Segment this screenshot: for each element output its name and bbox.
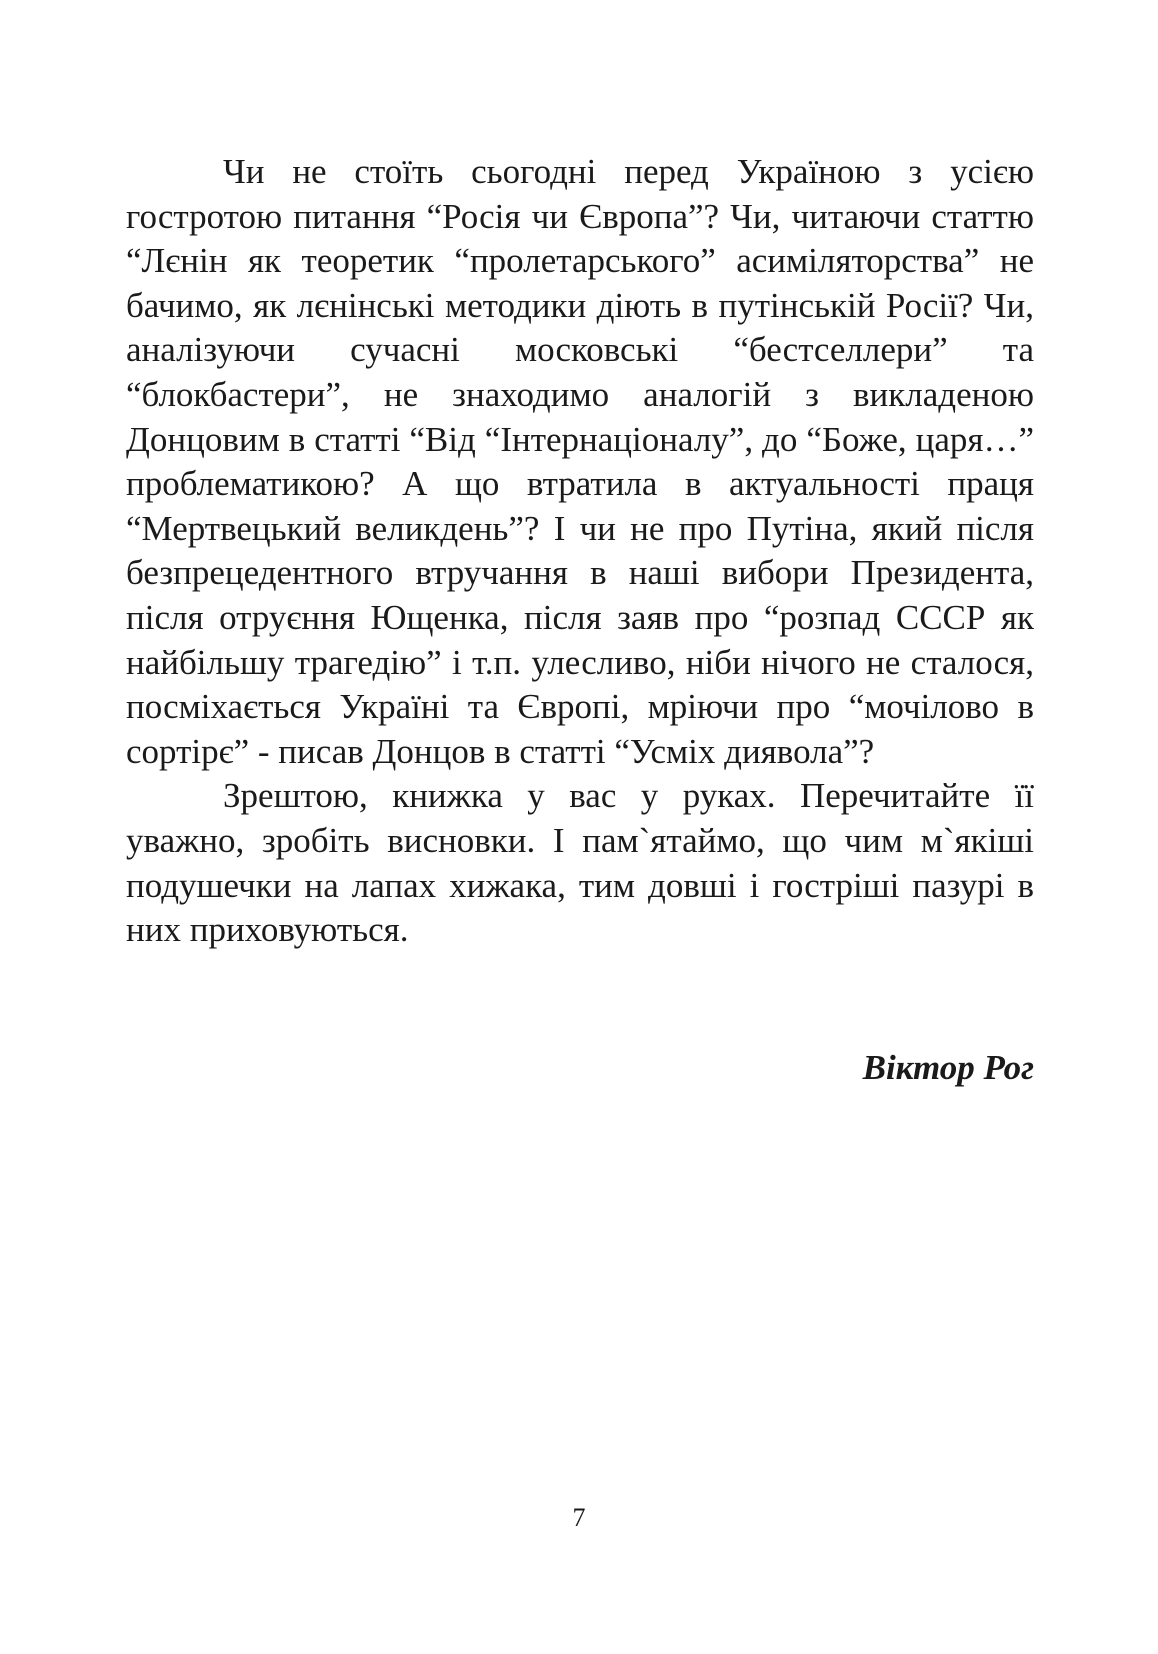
page-number: 7	[572, 1503, 586, 1532]
paragraph-1: Чи не стоїть сьогодні перед Україною з усією гостротою питання “Росія чи Європа”? Чи, читаючи статтю “Лєнін як теоретик “пролетарського” асиміляторства” не бачимо, як лєнінські методики діють в путінській Росії? Чи, аналізуючи сучасні московські “бестселлери” та “блокбастери”, не знаходимо аналогій з викладеною Донцовим в статті “Від “Інтернаціоналу”, до “Боже, царя…” проблематикою? А що втратила в актуальності праця “Мертвецький великдень”? І чи не про Путіна, який після безпрецедентного втручання в наші вибори Президента, після отруєння Ющенка, після заяв про “розпад СССР як найбільшу трагедію” і т.п. улесливо, ніби нічого не сталося, посміхається Україні та Європі, мріючи про “мочілово в сортірє” - писав Донцов в статті “Усміх диявола”?	[126, 152, 1034, 771]
author-signature: Віктор Рог	[862, 1048, 1034, 1087]
body-text	[126, 150, 1034, 953]
paragraph-2: Зрештою, книжка у вас у руках. Перечитайте її уважно, зробіть висновки. І пам`ятаймо, що чим м`якіші подушечки на лапах хижака, тим довші і гостріші пазурі в них приховуються.	[126, 776, 1034, 950]
